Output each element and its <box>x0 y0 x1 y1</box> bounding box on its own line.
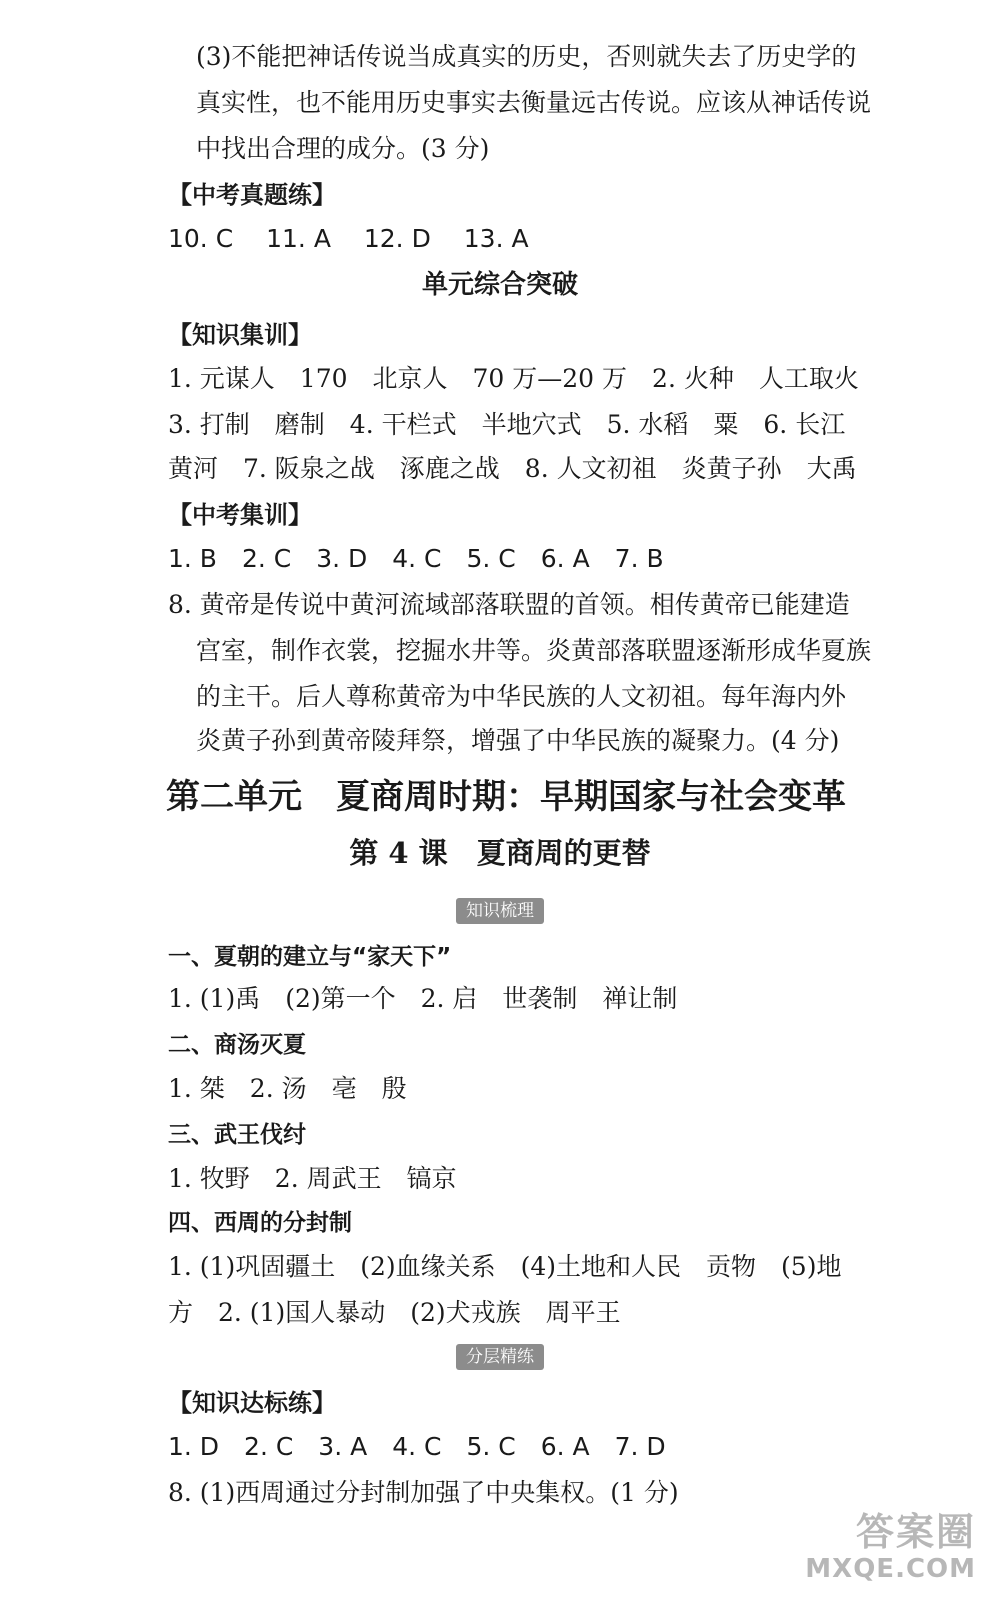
watermark-bottom: MXQE.COM <box>805 1554 976 1584</box>
q8-line-2: 宫室，制作衣裳，挖掘水井等。炎黄部落联盟逐渐形成华夏族 <box>196 636 872 665</box>
section-2-answer: 1. 桀 2. 汤 亳 殷 <box>168 1074 407 1103</box>
section-2-heading: 二、商汤灭夏 <box>168 1032 306 1058</box>
section-4-answer: 1. (1)巩固疆土 (2)血缘关系 (4)土地和人民 贡物 (5)地 <box>168 1252 842 1281</box>
standard-heading: 【知识达标练】 <box>168 1389 336 1417</box>
q8-line-4: 炎黄子孙到黄帝陵拜祭，增强了中华民族的凝聚力。(4 分) <box>196 726 840 755</box>
q3-line-3: 中找出合理的成分。(3 分) <box>196 134 490 163</box>
q3-line-2: 真实性，也不能用历史事实去衡量远古传说。应该从神话传说 <box>196 88 872 117</box>
standard-answers: 1. D 2. C 3. A 4. C 5. C 6. A 7. D <box>168 1432 666 1461</box>
unit2-title: 第二单元 夏商周时期：早期国家与社会变革 <box>166 777 846 817</box>
q8-line-3: 的主干。后人尊称黄帝为中华民族的人文初祖。每年海内外 <box>196 682 847 711</box>
badge-layered-wrap <box>0 1344 1000 1370</box>
exam-practice-answers: 10. C 11. A 12. D 13. A <box>168 224 529 253</box>
badge-knowledge-wrap <box>0 898 1000 924</box>
exam-practice-heading: 【中考真题练】 <box>168 181 336 209</box>
section-4-heading: 四、西周的分封制 <box>168 1210 352 1236</box>
exam-heading: 【中考集训】 <box>168 501 312 529</box>
watermark-top: 答案圈 <box>855 1510 976 1554</box>
unit-review-title: 单元综合突破 <box>421 270 578 300</box>
badge-layered: 分层精练 <box>456 1344 544 1370</box>
knowledge-line-3: 黄河 7. 阪泉之战 涿鹿之战 8. 人文初祖 炎黄子孙 大禹 <box>168 454 857 483</box>
q8-line-1: 8. 黄帝是传说中黄河流域部落联盟的首领。相传黄帝已能建造 <box>168 590 850 619</box>
q3-line-1: (3)不能把神话传说当成真实的历史，否则就失去了历史学的 <box>196 42 857 71</box>
watermark-logo <box>776 1510 976 1590</box>
knowledge-line-2: 3. 打制 磨制 4. 干栏式 半地穴式 5. 水稻 粟 6. 长江 <box>168 410 846 439</box>
section-4-answer-cont: 方 2. (1)国人暴动 (2)犬戎族 周平王 <box>168 1298 621 1327</box>
exam-answers: 1. B 2. C 3. D 4. C 5. C 6. A 7. B <box>168 544 664 573</box>
knowledge-heading: 【知识集训】 <box>168 321 312 349</box>
badge-knowledge: 知识梳理 <box>456 898 544 924</box>
q8-partial: 8. (1)西周通过分封制加强了中央集权。(1 分) <box>168 1478 679 1507</box>
lesson-title: 第 4 课 夏商周的更替 <box>349 836 651 870</box>
section-3-heading: 三、武王伐纣 <box>168 1122 306 1148</box>
section-1-heading: 一、夏朝的建立与“家天下” <box>168 944 452 970</box>
knowledge-line-1: 1. 元谋人 170 北京人 70 万—20 万 2. 火种 人工取火 <box>168 364 859 393</box>
section-3-answer: 1. 牧野 2. 周武王 镐京 <box>168 1164 457 1193</box>
section-1-answer: 1. (1)禹 (2)第一个 2. 启 世袭制 禅让制 <box>168 984 678 1013</box>
